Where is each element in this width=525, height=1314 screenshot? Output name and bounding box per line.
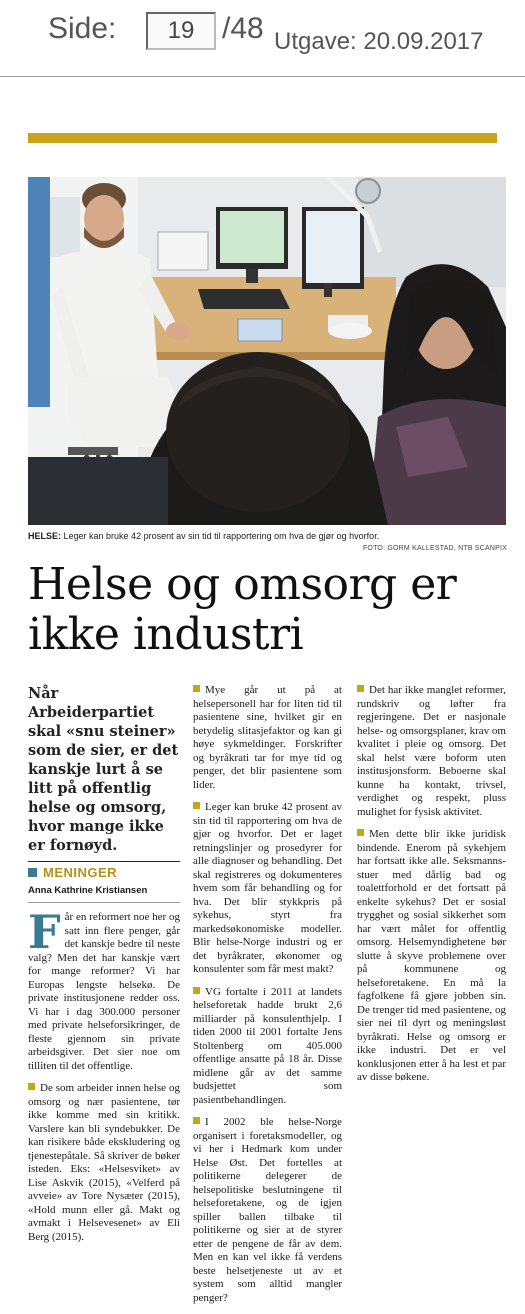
article-ingress: Når Arbeiderpartiet skal «snu steiner» som de sier, er det kanskje lurt å se litt på offentlig helse og omsorg, hvor mange ikke er fornøyd. (28, 685, 179, 854)
section-color-bar (28, 133, 497, 143)
dropcap: F (28, 905, 61, 959)
photo-credit: FOTO: GORM KALLESTAD, NTB SCANPIX (362, 545, 507, 552)
square-icon (28, 868, 37, 877)
paragraph: Det har ikke manglet reformer, rundskriv og løfter fra regjeringene. Det er nasjonale helse- og omsorgsplaner, krav om kvalitet i pleie og omsorg. Det skal helst være boform uten institusjonsform. Beboerne skal kunne ha kontakt, trivsel, verdighet og respekt, pluss mulighet for fysisk aktivitet. (357, 684, 506, 818)
article-column-1 (28, 684, 180, 1253)
toolbar-divider (0, 76, 525, 77)
article-photo (28, 177, 506, 525)
caption-lead: HELSE: (28, 531, 62, 541)
paragraph: Leger kan bruke 42 prosent av sin tid til rapportering om hva de gjør og hvorfor. Det er laget retningslinjer og prosedyrer for alle diagnoser og behandling. Det skal registreres og dokumenteres hvem som får behandling og for hva. Det blir stykkpris på sykehus, styrt fra markedsøkonomiske modeller. Blir helse-Norge industri og er det byråkrater, økonomer og konsulenter som får mest makt? (193, 801, 342, 975)
paragraph-bullet-icon (357, 685, 364, 692)
paragraph-bullet-icon (193, 802, 200, 809)
byline: Anna Kathrine Kristiansen (28, 884, 180, 904)
section-tag (28, 861, 180, 880)
paragraph-bullet-icon (193, 1117, 200, 1124)
article-column-3 (357, 684, 506, 1094)
viewer-toolbar (0, 0, 525, 76)
paragraph-bullet-icon (193, 685, 200, 692)
section-label: MENINGER (43, 865, 118, 880)
article-headline: Helse og omsorg er ikke industri (28, 559, 457, 660)
paragraph: De som arbeider innen helse og omsorg og nær pasientene, tør ikke komme med sin kritikk. Varslere kan bli syndebukker. De kan risikere både ekskludering og tjenestepåtale. Så skriver de bøker isteden. Eks: «Helsesviket» av Lise Askvik (2015), «Velferd på avveie» av Tore Nysæter (2015), «Hold munn eller gå. Makt og avmakt i Helsevesenet» av Eli Berg (2015). (28, 1082, 180, 1243)
photo-caption (28, 531, 508, 541)
page-total: /48 (222, 12, 264, 45)
page-number-input[interactable]: 19 (146, 12, 216, 50)
paragraph: Men dette blir ikke juridisk bindende. Enerom på sykehjem har fortsatt ikke alle. Seksmanns-stuer med dårlig bad og toalettforhold er det fortsatt på enkelte sykehus? Det er sosial trygghet og sosial sikkerhet som har vært målet for offentlig omsorg. Helsemyndighetene bør slutte å skyve problemene over på kommunene og helseforetakene. En må la fagfolkene få gjøre jobben sin. De trenger tid med pasientene, og sier nei til dyrt og meningsløst byråkrati. Helse og omsorg er ikke industri. Det er vel konklusjonen etter å ha lest et par av disse bøkene. (357, 828, 506, 1083)
paragraph-bullet-icon (28, 1083, 35, 1090)
paragraph: Mye går ut på at helsepersonell har for liten tid til pasientene sine, hvilket gir en betydelig slitasjefaktor og kan gi høye sykmeldinger. Forskrifter og byråkrati tar for mye tid og penger, det blir pasientene som lider. (193, 684, 342, 791)
paragraph-bullet-icon (193, 987, 200, 994)
paragraph: VG fortalte i 2011 at landets helseforetak hadde brukt 2,6 milliarder på konsulenthjelp. I tiden 2000 til 2001 fortalte Jens Stoltenberg om 405.000 offentlige ansatte på 18 år. Disse midlene går av det samme budsjettet som pasientbehandlingen. (193, 985, 342, 1106)
caption-text: Leger kan bruke 42 prosent av sin tid til rapportering om hva de gjør og hvorfor. (61, 531, 380, 541)
paragraph: I 2002 ble helse-Norge organisert i foretaksmodeller, og vi her i Hedmark kom under Helse Øst. Det fortelles at politikerne delegerer de helsepolitiske beslutningene til helseforetakene, og de igjen spiller ballen tilbake til politikerne og sier at de styrer etter de pengene de får av dem. Men en kan vel ikke få verdens beste helsetjeneste ut av et system som alltid mangler penger? (193, 1116, 342, 1304)
edition-date: Utgave: 20.09.2017 (274, 28, 484, 55)
paragraph-bullet-icon (357, 829, 364, 836)
page-label: Side: (48, 12, 117, 45)
article-column-2 (193, 684, 342, 1314)
paragraph: Får en reformert noe her og satt inn flere penger, går det kanskje bedre til neste valg? Men det har kanskje vært for mange reformer? Vi har Europas lengste helsekø. De private institusjonene redder oss. Vi har i dag 300.000 personer med private helseforsikringer, de fleste gjennom sin private arbeidsgiver. Det sier noe om tilliten til det offentlige. (28, 905, 180, 1072)
